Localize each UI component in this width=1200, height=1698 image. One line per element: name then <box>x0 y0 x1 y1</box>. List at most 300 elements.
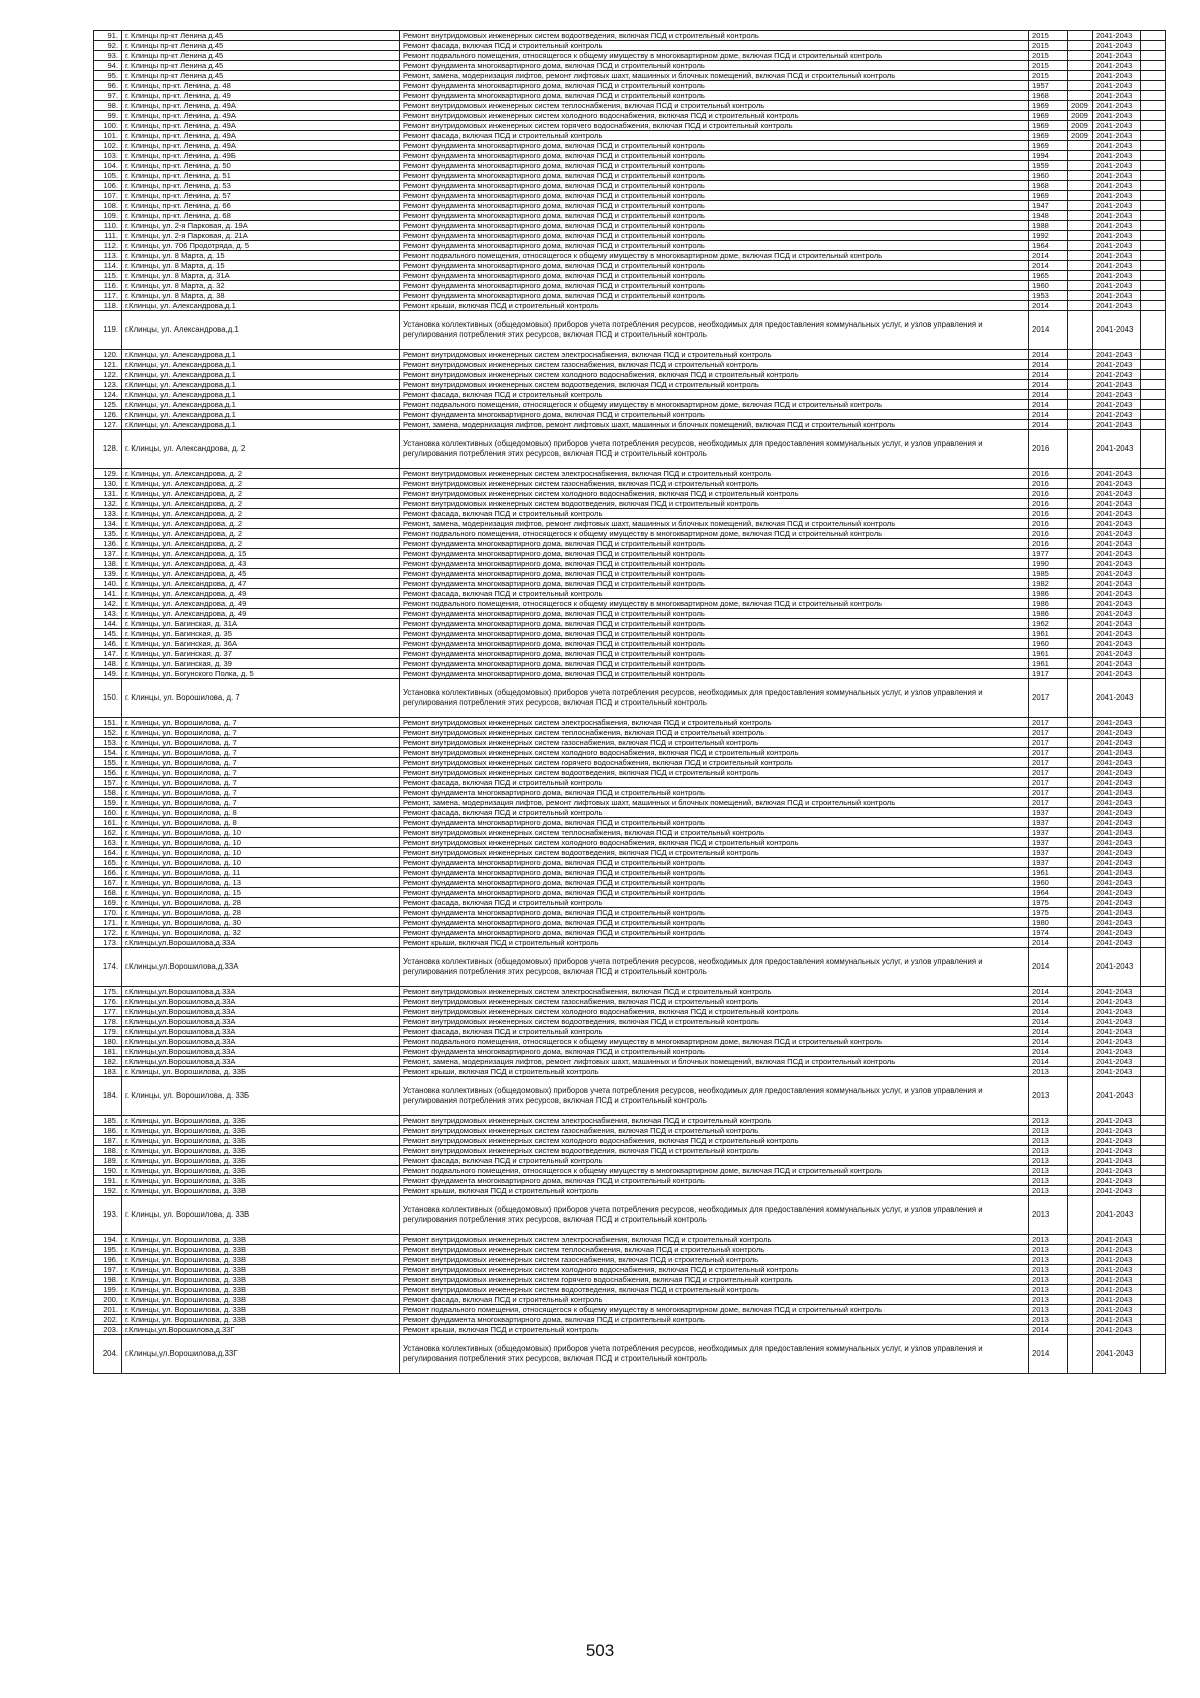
row-number: 139. <box>94 569 122 579</box>
table-row <box>94 728 1166 738</box>
row-work-type: Ремонт фундамента многоквартирного дома, включая ПСД и строительный контроль <box>400 281 1029 291</box>
row-number: 177. <box>94 1007 122 1017</box>
row-address: г. Клинцы, пр-кт. Ленина, д. 49А <box>122 131 400 141</box>
row-planned-period: 2041-2043 <box>1093 1275 1141 1285</box>
row-address: г. Клинцы, ул. Ворошилова, д. 10 <box>122 858 400 868</box>
row-number: 105. <box>94 171 122 181</box>
row-year-renovated <box>1068 898 1093 908</box>
row-work-type: Ремонт внутридомовых инженерных систем водоотведения, включая ПСД и строительный контроль <box>400 1285 1029 1295</box>
table-row <box>94 231 1166 241</box>
row-year-built: 1977 <box>1029 549 1068 559</box>
row-number: 95. <box>94 71 122 81</box>
row-planned-period: 2041-2043 <box>1093 350 1141 360</box>
row-extra-cell <box>1141 659 1166 669</box>
row-year-renovated <box>1068 987 1093 997</box>
row-work-type: Установка коллективных (общедомовых) приборов учета потребления ресурсов, необходимых для предоставления коммунальных услуг, и узлов управления и регулирования потребления этих ресурсов, включая ПСД и строительный контроль <box>400 948 1029 987</box>
table-row <box>94 987 1166 997</box>
table-row <box>94 1235 1166 1245</box>
table-row <box>94 1285 1166 1295</box>
row-year-built: 2014 <box>1029 251 1068 261</box>
row-number: 179. <box>94 1027 122 1037</box>
row-work-type: Ремонт внутридомовых инженерных систем холодного водоснабжения, включая ПСД и строительный контроль <box>400 111 1029 121</box>
row-work-type: Ремонт фундамента многоквартирного дома, включая ПСД и строительный контроль <box>400 141 1029 151</box>
row-address: г. Клинцы, ул. Ворошилова, д. 11 <box>122 868 400 878</box>
row-number: 109. <box>94 211 122 221</box>
table-row <box>94 390 1166 400</box>
table-row <box>94 221 1166 231</box>
row-year-renovated <box>1068 619 1093 629</box>
table-row <box>94 81 1166 91</box>
table-row <box>94 738 1166 748</box>
row-number: 188. <box>94 1146 122 1156</box>
row-address: г. Клинцы, пр-кт. Ленина, д. 49А <box>122 141 400 151</box>
row-number: 125. <box>94 400 122 410</box>
row-address: г. Клинцы, ул. Александрова, д. 47 <box>122 579 400 589</box>
row-year-renovated <box>1068 31 1093 41</box>
row-work-type: Ремонт подвального помещения, относящегося к общему имуществу в многоквартирном доме, включая ПСД и строительный контроль <box>400 1305 1029 1315</box>
table-row <box>94 718 1166 728</box>
row-address: г. Клинцы, ул. Ворошилова, д. 33Б <box>122 1126 400 1136</box>
row-year-built: 2014 <box>1029 360 1068 370</box>
row-extra-cell <box>1141 261 1166 271</box>
row-planned-period: 2041-2043 <box>1093 111 1141 121</box>
row-extra-cell <box>1141 1255 1166 1265</box>
row-planned-period: 2041-2043 <box>1093 908 1141 918</box>
row-address: г. Клинцы, ул. Ворошилова, д. 33Б <box>122 1067 400 1077</box>
row-year-built: 2013 <box>1029 1146 1068 1156</box>
row-address: г. Клинцы, ул. Ворошилова, д. 7 <box>122 768 400 778</box>
row-address: г. Клинцы, ул. Ворошилова, д. 33В <box>122 1265 400 1275</box>
table-row <box>94 599 1166 609</box>
table-row <box>94 430 1166 469</box>
row-planned-period: 2041-2043 <box>1093 211 1141 221</box>
row-address: г. Клинцы, ул. Ворошилова, д. 33В <box>122 1186 400 1196</box>
row-year-renovated <box>1068 380 1093 390</box>
row-year-built: 2016 <box>1029 529 1068 539</box>
row-extra-cell <box>1141 718 1166 728</box>
row-extra-cell <box>1141 639 1166 649</box>
row-work-type: Ремонт фасада, включая ПСД и строительный контроль <box>400 1156 1029 1166</box>
row-year-built: 2013 <box>1029 1136 1068 1146</box>
row-extra-cell <box>1141 1017 1166 1027</box>
row-year-renovated <box>1068 798 1093 808</box>
row-year-renovated <box>1068 609 1093 619</box>
row-year-built: 1937 <box>1029 818 1068 828</box>
row-year-renovated <box>1068 888 1093 898</box>
row-planned-period: 2041-2043 <box>1093 788 1141 798</box>
row-address: г.Клинцы, ул. Александрова,д.1 <box>122 370 400 380</box>
row-number: 181. <box>94 1047 122 1057</box>
row-extra-cell <box>1141 1186 1166 1196</box>
row-planned-period: 2041-2043 <box>1093 768 1141 778</box>
row-year-renovated <box>1068 489 1093 499</box>
row-extra-cell <box>1141 559 1166 569</box>
row-year-renovated <box>1068 1037 1093 1047</box>
row-year-built: 2016 <box>1029 509 1068 519</box>
row-work-type: Ремонт фундамента многоквартирного дома, включая ПСД и строительный контроль <box>400 878 1029 888</box>
row-extra-cell <box>1141 768 1166 778</box>
row-extra-cell <box>1141 888 1166 898</box>
row-work-type: Ремонт внутридомовых инженерных систем электроснабжения, включая ПСД и строительный контроль <box>400 1235 1029 1245</box>
table-row <box>94 997 1166 1007</box>
row-number: 94. <box>94 61 122 71</box>
row-planned-period: 2041-2043 <box>1093 868 1141 878</box>
row-number: 193. <box>94 1196 122 1235</box>
row-extra-cell <box>1141 908 1166 918</box>
row-year-renovated <box>1068 281 1093 291</box>
row-address: г. Клинцы, ул. Ворошилова, д. 33В <box>122 1315 400 1325</box>
row-planned-period: 2041-2043 <box>1093 71 1141 81</box>
row-number: 195. <box>94 1245 122 1255</box>
row-address: г.Клинцы,ул.Ворошилова,д.33А <box>122 1027 400 1037</box>
row-work-type: Ремонт фундамента многоквартирного дома, включая ПСД и строительный контроль <box>400 569 1029 579</box>
row-year-renovated <box>1068 1146 1093 1156</box>
row-extra-cell <box>1141 241 1166 251</box>
row-work-type: Установка коллективных (общедомовых) приборов учета потребления ресурсов, необходимых для предоставления коммунальных услуг, и узлов управления и регулирования потребления этих ресурсов, включая ПСД и строительный контроль <box>400 311 1029 350</box>
row-year-renovated <box>1068 91 1093 101</box>
row-number: 123. <box>94 380 122 390</box>
table-row <box>94 788 1166 798</box>
row-work-type: Ремонт крыши, включая ПСД и строительный контроль <box>400 1186 1029 1196</box>
table-row <box>94 639 1166 649</box>
row-work-type: Ремонт внутридомовых инженерных систем холодного водоснабжения, включая ПСД и строительный контроль <box>400 748 1029 758</box>
row-year-built: 2014 <box>1029 1037 1068 1047</box>
table-row <box>94 1265 1166 1275</box>
row-year-renovated <box>1068 908 1093 918</box>
row-extra-cell <box>1141 380 1166 390</box>
row-planned-period: 2041-2043 <box>1093 669 1141 679</box>
row-planned-period: 2041-2043 <box>1093 301 1141 311</box>
row-extra-cell <box>1141 1146 1166 1156</box>
row-year-renovated <box>1068 828 1093 838</box>
row-year-renovated <box>1068 858 1093 868</box>
row-year-renovated <box>1068 479 1093 489</box>
row-year-renovated <box>1068 241 1093 251</box>
row-address: г.Клинцы, ул. Александрова,д.1 <box>122 311 400 350</box>
row-extra-cell <box>1141 1196 1166 1235</box>
table-row <box>94 350 1166 360</box>
row-year-built: 2014 <box>1029 311 1068 350</box>
row-planned-period: 2041-2043 <box>1093 51 1141 61</box>
row-year-renovated <box>1068 51 1093 61</box>
row-extra-cell <box>1141 738 1166 748</box>
table-row <box>94 888 1166 898</box>
row-planned-period: 2041-2043 <box>1093 589 1141 599</box>
row-year-built: 2013 <box>1029 1176 1068 1186</box>
table-row <box>94 1166 1166 1176</box>
row-year-built: 1957 <box>1029 81 1068 91</box>
row-extra-cell <box>1141 529 1166 539</box>
table-row <box>94 91 1166 101</box>
table-row <box>94 908 1166 918</box>
row-number: 170. <box>94 908 122 918</box>
row-number: 124. <box>94 390 122 400</box>
row-address: г.Клинцы,ул.Ворошилова,д.33А <box>122 1057 400 1067</box>
row-year-built: 1937 <box>1029 828 1068 838</box>
row-extra-cell <box>1141 509 1166 519</box>
table-row <box>94 360 1166 370</box>
row-number: 153. <box>94 738 122 748</box>
row-extra-cell <box>1141 599 1166 609</box>
table-row <box>94 589 1166 599</box>
table-row <box>94 509 1166 519</box>
row-extra-cell <box>1141 350 1166 360</box>
row-work-type: Ремонт внутридомовых инженерных систем газоснабжения, включая ПСД и строительный контроль <box>400 360 1029 370</box>
row-extra-cell <box>1141 231 1166 241</box>
row-year-built: 2014 <box>1029 1325 1068 1335</box>
table-row <box>94 31 1166 41</box>
row-planned-period: 2041-2043 <box>1093 430 1141 469</box>
row-extra-cell <box>1141 1315 1166 1325</box>
row-planned-period: 2041-2043 <box>1093 1017 1141 1027</box>
row-year-built: 1937 <box>1029 858 1068 868</box>
table-row <box>94 261 1166 271</box>
row-year-renovated <box>1068 390 1093 400</box>
row-extra-cell <box>1141 997 1166 1007</box>
row-year-built: 2015 <box>1029 61 1068 71</box>
table-row <box>94 918 1166 928</box>
table-row <box>94 1305 1166 1315</box>
row-year-renovated <box>1068 838 1093 848</box>
row-work-type: Ремонт внутридомовых инженерных систем водоотведения, включая ПСД и строительный контроль <box>400 31 1029 41</box>
row-address: г.Клинцы, ул. Александрова,д.1 <box>122 360 400 370</box>
row-year-renovated <box>1068 1285 1093 1295</box>
row-work-type: Ремонт внутридомовых инженерных систем водоотведения, включая ПСД и строительный контроль <box>400 499 1029 509</box>
row-work-type: Ремонт фундамента многоквартирного дома, включая ПСД и строительный контроль <box>400 410 1029 420</box>
row-number: 122. <box>94 370 122 380</box>
row-year-built: 1937 <box>1029 838 1068 848</box>
row-work-type: Ремонт фундамента многоквартирного дома, включая ПСД и строительный контроль <box>400 271 1029 281</box>
row-year-built: 2017 <box>1029 788 1068 798</box>
row-year-renovated <box>1068 718 1093 728</box>
row-address: г. Клинцы пр-кт Ленина д.45 <box>122 51 400 61</box>
row-address: г. Клинцы, ул. Ворошилова, д. 33Б <box>122 1116 400 1126</box>
row-number: 192. <box>94 1186 122 1196</box>
row-year-built: 2013 <box>1029 1126 1068 1136</box>
row-planned-period: 2041-2043 <box>1093 898 1141 908</box>
row-year-renovated <box>1068 928 1093 938</box>
row-year-renovated <box>1068 181 1093 191</box>
row-planned-period: 2041-2043 <box>1093 271 1141 281</box>
table-row <box>94 1335 1166 1374</box>
row-extra-cell <box>1141 171 1166 181</box>
row-work-type: Ремонт фундамента многоквартирного дома, включая ПСД и строительный контроль <box>400 659 1029 669</box>
row-planned-period: 2041-2043 <box>1093 609 1141 619</box>
row-number: 150. <box>94 679 122 718</box>
row-planned-period: 2041-2043 <box>1093 1335 1141 1374</box>
row-planned-period: 2041-2043 <box>1093 1295 1141 1305</box>
row-extra-cell <box>1141 549 1166 559</box>
row-number: 128. <box>94 430 122 469</box>
table-row <box>94 838 1166 848</box>
row-address: г. Клинцы, пр-кт. Ленина, д. 48 <box>122 81 400 91</box>
row-year-renovated <box>1068 1077 1093 1116</box>
row-year-renovated <box>1068 311 1093 350</box>
row-year-built: 1969 <box>1029 121 1068 131</box>
row-work-type: Ремонт фасада, включая ПСД и строительный контроль <box>400 131 1029 141</box>
row-extra-cell <box>1141 519 1166 529</box>
row-work-type: Ремонт фундамента многоквартирного дома, включая ПСД и строительный контроль <box>400 559 1029 569</box>
row-year-renovated <box>1068 1325 1093 1335</box>
row-extra-cell <box>1141 788 1166 798</box>
row-year-built: 2013 <box>1029 1235 1068 1245</box>
row-year-renovated <box>1068 1265 1093 1275</box>
row-number: 117. <box>94 291 122 301</box>
row-address: г. Клинцы, ул. Ворошилова, д. 10 <box>122 838 400 848</box>
row-work-type: Ремонт крыши, включая ПСД и строительный контроль <box>400 1067 1029 1077</box>
row-number: 144. <box>94 619 122 629</box>
table-row <box>94 51 1166 61</box>
row-extra-cell <box>1141 311 1166 350</box>
row-address: г. Клинцы, ул. Ворошилова, д. 13 <box>122 878 400 888</box>
row-year-built: 2014 <box>1029 380 1068 390</box>
row-year-renovated <box>1068 539 1093 549</box>
row-year-built: 2013 <box>1029 1245 1068 1255</box>
row-year-renovated <box>1068 1305 1093 1315</box>
row-address: г. Клинцы пр-кт Ленина д.45 <box>122 31 400 41</box>
row-number: 157. <box>94 778 122 788</box>
row-work-type: Установка коллективных (общедомовых) приборов учета потребления ресурсов, необходимых для предоставления коммунальных услуг, и узлов управления и регулирования потребления этих ресурсов, включая ПСД и строительный контроль <box>400 679 1029 718</box>
row-year-renovated <box>1068 400 1093 410</box>
row-planned-period: 2041-2043 <box>1093 938 1141 948</box>
row-number: 102. <box>94 141 122 151</box>
row-planned-period: 2041-2043 <box>1093 370 1141 380</box>
row-number: 154. <box>94 748 122 758</box>
row-number: 175. <box>94 987 122 997</box>
row-year-built: 2014 <box>1029 400 1068 410</box>
row-number: 96. <box>94 81 122 91</box>
row-number: 143. <box>94 609 122 619</box>
row-planned-period: 2041-2043 <box>1093 748 1141 758</box>
row-year-renovated <box>1068 818 1093 828</box>
row-number: 166. <box>94 868 122 878</box>
row-address: г. Клинцы, ул. Ворошилова, д. 33В <box>122 1295 400 1305</box>
row-number: 201. <box>94 1305 122 1315</box>
row-work-type: Ремонт подвального помещения, относящегося к общему имуществу в многоквартирном доме, включая ПСД и строительный контроль <box>400 529 1029 539</box>
row-address: г.Клинцы, ул. Александрова,д.1 <box>122 400 400 410</box>
table-row <box>94 121 1166 131</box>
table-row <box>94 828 1166 838</box>
table-row <box>94 818 1166 828</box>
row-address: г. Клинцы, ул. Ворошилова, д. 33В <box>122 1245 400 1255</box>
table-row <box>94 848 1166 858</box>
row-work-type: Ремонт фундамента многоквартирного дома, включая ПСД и строительный контроль <box>400 549 1029 559</box>
row-year-built: 1969 <box>1029 101 1068 111</box>
row-number: 160. <box>94 808 122 818</box>
row-extra-cell <box>1141 121 1166 131</box>
row-work-type: Ремонт фасада, включая ПСД и строительный контроль <box>400 589 1029 599</box>
row-planned-period: 2041-2043 <box>1093 1047 1141 1057</box>
row-extra-cell <box>1141 479 1166 489</box>
row-work-type: Ремонт фундамента многоквартирного дома, включая ПСД и строительный контроль <box>400 629 1029 639</box>
row-address: г.Клинцы, ул. Александрова,д.1 <box>122 350 400 360</box>
row-work-type: Ремонт фундамента многоквартирного дома, включая ПСД и строительный контроль <box>400 161 1029 171</box>
row-extra-cell <box>1141 400 1166 410</box>
row-year-built: 1969 <box>1029 141 1068 151</box>
row-number: 131. <box>94 489 122 499</box>
row-planned-period: 2041-2043 <box>1093 171 1141 181</box>
row-extra-cell <box>1141 211 1166 221</box>
row-address: г. Клинцы, ул. Ворошилова, д. 10 <box>122 828 400 838</box>
table-row <box>94 291 1166 301</box>
row-year-built: 1986 <box>1029 599 1068 609</box>
row-extra-cell <box>1141 360 1166 370</box>
row-year-built: 1959 <box>1029 161 1068 171</box>
row-address: г. Клинцы, ул. Ворошилова, д. 33Б <box>122 1156 400 1166</box>
row-year-built: 2013 <box>1029 1305 1068 1315</box>
row-number: 97. <box>94 91 122 101</box>
row-work-type: Ремонт фундамента многоквартирного дома, включая ПСД и строительный контроль <box>400 579 1029 589</box>
row-number: 98. <box>94 101 122 111</box>
table-row <box>94 659 1166 669</box>
row-planned-period: 2041-2043 <box>1093 818 1141 828</box>
row-number: 99. <box>94 111 122 121</box>
row-year-renovated <box>1068 291 1093 301</box>
row-address: г. Клинцы, ул. 8 Марта, д. 15 <box>122 261 400 271</box>
row-address: г. Клинцы, ул. Александрова, д. 15 <box>122 549 400 559</box>
row-work-type: Ремонт подвального помещения, относящегося к общему имуществу в многоквартирном доме, включая ПСД и строительный контроль <box>400 51 1029 61</box>
row-number: 120. <box>94 350 122 360</box>
row-work-type: Ремонт фундамента многоквартирного дома, включая ПСД и строительный контроль <box>400 201 1029 211</box>
row-number: 204. <box>94 1335 122 1374</box>
row-work-type: Ремонт крыши, включая ПСД и строительный контроль <box>400 1325 1029 1335</box>
row-year-renovated <box>1068 1067 1093 1077</box>
row-work-type: Ремонт внутридомовых инженерных систем электроснабжения, включая ПСД и строительный контроль <box>400 718 1029 728</box>
table-row <box>94 1067 1166 1077</box>
row-year-built: 2014 <box>1029 997 1068 1007</box>
row-address: г. Клинцы пр-кт Ленина д.45 <box>122 41 400 51</box>
row-work-type: Ремонт фундамента многоквартирного дома, включая ПСД и строительный контроль <box>400 221 1029 231</box>
row-work-type: Установка коллективных (общедомовых) приборов учета потребления ресурсов, необходимых для предоставления коммунальных услуг, и узлов управления и регулирования потребления этих ресурсов, включая ПСД и строительный контроль <box>400 430 1029 469</box>
row-year-renovated <box>1068 788 1093 798</box>
row-year-built: 2014 <box>1029 370 1068 380</box>
row-extra-cell <box>1141 161 1166 171</box>
row-work-type: Ремонт внутридомовых инженерных систем холодного водоснабжения, включая ПСД и строительный контроль <box>400 1007 1029 1017</box>
row-address: г. Клинцы, ул. Ворошилова, д. 33Б <box>122 1077 400 1116</box>
row-planned-period: 2041-2043 <box>1093 728 1141 738</box>
table-row <box>94 629 1166 639</box>
row-extra-cell <box>1141 918 1166 928</box>
row-number: 156. <box>94 768 122 778</box>
row-number: 121. <box>94 360 122 370</box>
row-work-type: Ремонт внутридомовых инженерных систем газоснабжения, включая ПСД и строительный контроль <box>400 997 1029 1007</box>
row-year-renovated <box>1068 41 1093 51</box>
row-extra-cell <box>1141 191 1166 201</box>
row-year-renovated <box>1068 410 1093 420</box>
row-extra-cell <box>1141 51 1166 61</box>
row-extra-cell <box>1141 928 1166 938</box>
row-address: г. Клинцы, пр-кт. Ленина, д. 49А <box>122 121 400 131</box>
table-row <box>94 808 1166 818</box>
row-year-renovated <box>1068 1166 1093 1176</box>
table-row <box>94 898 1166 908</box>
row-year-renovated <box>1068 758 1093 768</box>
table-row <box>94 101 1166 111</box>
row-year-renovated <box>1068 1295 1093 1305</box>
row-year-built: 1969 <box>1029 111 1068 121</box>
row-address: г. Клинцы, пр-кт. Ленина, д. 49А <box>122 101 400 111</box>
table-row <box>94 1315 1166 1325</box>
row-number: 183. <box>94 1067 122 1077</box>
row-year-built: 2015 <box>1029 71 1068 81</box>
row-extra-cell <box>1141 1245 1166 1255</box>
row-work-type: Ремонт фундамента многоквартирного дома, включая ПСД и строительный контроль <box>400 788 1029 798</box>
table-row <box>94 649 1166 659</box>
row-work-type: Ремонт внутридомовых инженерных систем водоотведения, включая ПСД и строительный контроль <box>400 380 1029 390</box>
row-planned-period: 2041-2043 <box>1093 848 1141 858</box>
row-extra-cell <box>1141 1265 1166 1275</box>
row-year-built: 2017 <box>1029 718 1068 728</box>
